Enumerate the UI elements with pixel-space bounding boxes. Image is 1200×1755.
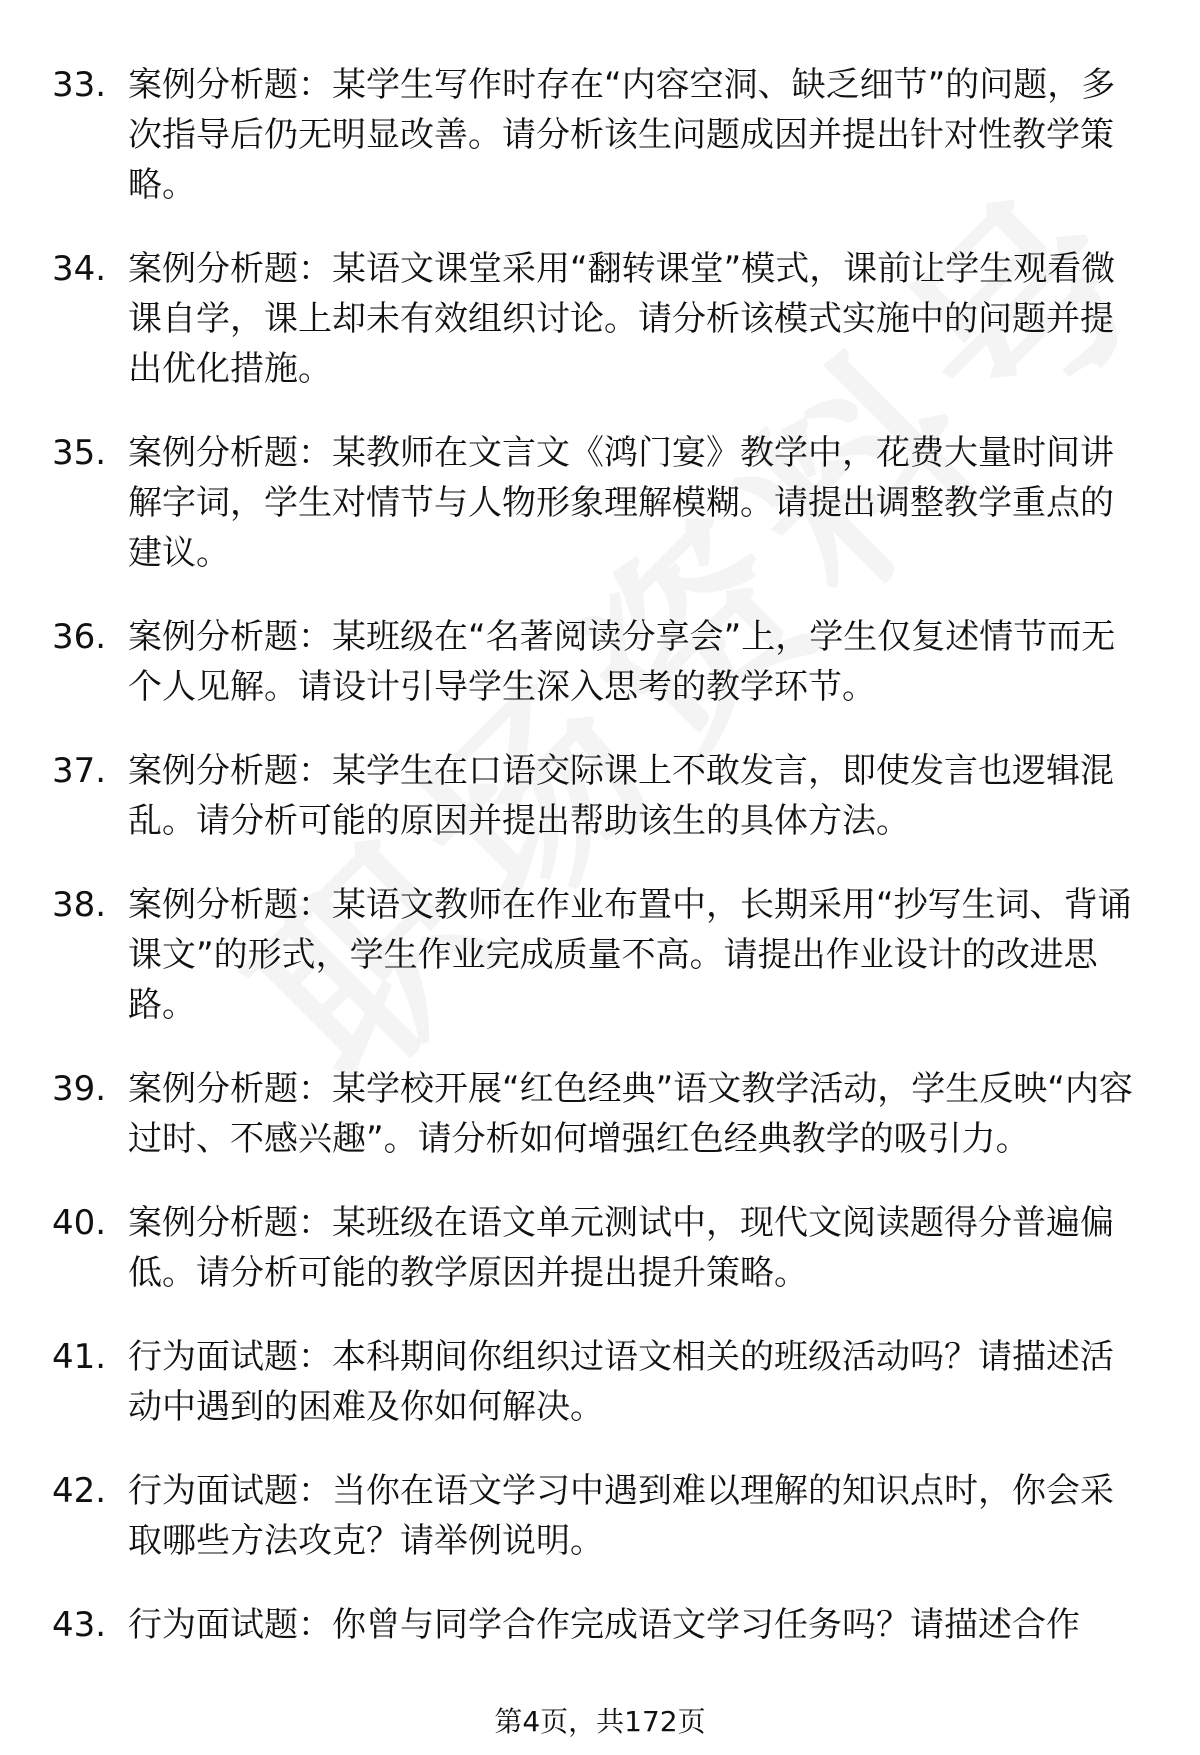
question-number: 41. (52, 1337, 107, 1377)
question-number: 39. (52, 1069, 107, 1109)
question-text: 案例分析题：某班级在语文单元测试中，现代文阅读题得分普遍偏低。请分析可能的教学原因并提出提升策略。 (128, 1203, 1114, 1293)
question-number: 35. (52, 433, 107, 473)
question-item (52, 60, 1142, 210)
question-text: 案例分析题：某语文教师在作业布置中，长期采用“抄写生词、背诵课文”的形式，学生作业完成质量不高。请提出作业设计的改进思路。 (128, 885, 1132, 1025)
question-text: 案例分析题：某班级在“名著阅读分享会”上，学生仅复述情节而无个人见解。请设计引导学生深入思考的教学环节。 (128, 617, 1116, 707)
question-item (52, 1064, 1142, 1164)
question-item (52, 612, 1142, 712)
question-item (52, 428, 1142, 578)
question-number: 36. (52, 617, 107, 657)
page-number-label: 第4页，共172页 (494, 1705, 706, 1738)
question-number: 43. (52, 1605, 107, 1645)
question-item (52, 880, 1142, 1030)
question-number: 37. (52, 751, 107, 791)
question-number: 33. (52, 65, 107, 105)
question-text: 行为面试题：本科期间你组织过语文相关的班级活动吗？请描述活动中遇到的困难及你如何解决。 (128, 1337, 1114, 1427)
question-item (52, 1332, 1142, 1432)
question-text: 行为面试题：当你在语文学习中遇到难以理解的知识点时，你会采取哪些方法攻克？请举例说明。 (128, 1471, 1114, 1561)
question-item (52, 244, 1142, 394)
question-item (52, 1600, 1142, 1650)
page-footer (0, 1702, 1200, 1742)
question-text: 案例分析题：某学校开展“红色经典”语文教学活动，学生反映“内容过时、不感兴趣”。请分析如何增强红色经典教学的吸引力。 (128, 1069, 1133, 1159)
question-list (52, 60, 1142, 1684)
question-text: 案例分析题：某语文课堂采用“翻转课堂”模式，课前让学生观看微课自学，课上却未有效组织讨论。请分析该模式实施中的问题并提出优化措施。 (128, 249, 1116, 389)
question-text: 案例分析题：某学生写作时存在“内容空洞、缺乏细节”的问题，多次指导后仍无明显改善。请分析该生问题成因并提出针对性教学策略。 (128, 65, 1116, 205)
question-text: 案例分析题：某教师在文言文《鸿门宴》教学中，花费大量时间讲解字词，学生对情节与人物形象理解模糊。请提出调整教学重点的建议。 (128, 433, 1114, 573)
question-item (52, 746, 1142, 846)
question-number: 40. (52, 1203, 107, 1243)
question-text: 行为面试题：你曾与同学合作完成语文学习任务吗？请描述合作 (128, 1605, 1080, 1645)
question-text: 案例分析题：某学生在口语交际课上不敢发言，即使发言也逻辑混乱。请分析可能的原因并提出帮助该生的具体方法。 (128, 751, 1114, 841)
question-number: 38. (52, 885, 107, 925)
question-item (52, 1198, 1142, 1298)
question-item (52, 1466, 1142, 1566)
question-number: 42. (52, 1471, 107, 1511)
question-number: 34. (52, 249, 107, 289)
